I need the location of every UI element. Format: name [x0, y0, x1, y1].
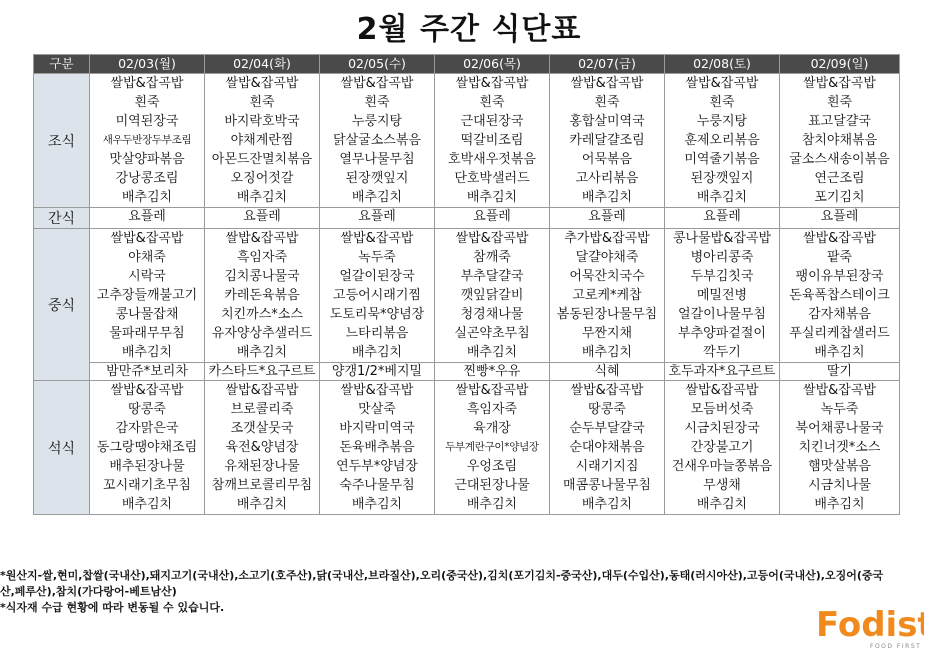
menu-item: 두부계란구이*양념장 [445, 441, 539, 453]
menu-item: 단호박샐러드 [454, 171, 530, 186]
menu-item: 배추김치 [236, 190, 288, 205]
header-date: 02/03(월) [90, 55, 205, 74]
menu-item: 녹두죽 [358, 250, 396, 265]
menu-item: 흰죽 [479, 95, 505, 110]
logo-tagline: FOOD FIRST [870, 643, 922, 650]
menu-item: 땅콩죽 [588, 402, 626, 417]
header-date: 02/08(토) [665, 55, 780, 74]
breakfast-cell [550, 74, 665, 208]
menu-item: 떡갈비조림 [460, 133, 524, 148]
dinner-cell [435, 381, 550, 515]
lunch-cell [780, 229, 900, 363]
menu-item: 모듬버섯죽 [690, 402, 754, 417]
menu-item: 배추김치 [696, 190, 748, 205]
menu-item: 청경채나물 [460, 307, 524, 322]
menu-item: 근대된장국 [460, 114, 524, 129]
menu-item: 병아리콩죽 [690, 250, 754, 265]
menu-item: 배추김치 [351, 497, 403, 512]
menu-item: 쌀밥&잡곡밥 [340, 383, 414, 398]
menu-item: 야채죽 [128, 250, 166, 265]
menu-item: 배추김치 [581, 190, 633, 205]
menu-item: 참깨죽 [473, 250, 511, 265]
menu-item: 흑임자죽 [236, 250, 288, 265]
dinner-cell [205, 381, 320, 515]
menu-item: 달걀야채죽 [575, 250, 639, 265]
menu-item: 순두부달걀국 [569, 421, 645, 436]
menu-item: 쌀밥&잡곡밥 [110, 76, 184, 91]
menu-item: 닭살굴소스볶음 [333, 133, 421, 148]
snack-cell: 요플레 [665, 208, 780, 229]
menu-item: 콩나물밥&잡곡밥 [672, 231, 772, 246]
menu-table [33, 54, 900, 515]
lunch-cell [665, 229, 780, 363]
header-date: 02/05(수) [320, 55, 435, 74]
menu-item: 배추김치 [351, 345, 403, 360]
menu-item: 유채된장나물 [224, 459, 300, 474]
menu-item: 시락국 [128, 269, 166, 284]
lunch-cell [435, 229, 550, 363]
dinner-cell [90, 381, 205, 515]
header-row [34, 55, 900, 74]
breakfast-cell [90, 74, 205, 208]
menu-item: 호박새우젓볶음 [448, 152, 536, 167]
menu-item: 브로콜리죽 [230, 402, 294, 417]
brand-logo [814, 600, 924, 652]
menu-item: 푸실리케찹샐러드 [789, 326, 890, 341]
menu-item: 무짠지채 [581, 326, 633, 341]
menu-item: 쌀밥&잡곡밥 [685, 76, 759, 91]
menu-item: 오징어젓갈 [230, 171, 294, 186]
menu-item: 누룽지탕 [696, 114, 748, 129]
menu-item: 배추된장나물 [109, 459, 185, 474]
snack-row [34, 208, 900, 229]
note-line: *원산지-쌀,현미,찹쌀(국내산),돼지고기(국내산),소고기(호주산),닭(국내산,브라질산),오리(중국산),김치(포기김치-중국산),대두(수입산),동태(러시아산),고등어(국내산),오징어(중국 [0, 569, 884, 582]
menu-item: 미역줄기볶음 [684, 152, 760, 167]
snack-cell: 밤만쥬*보리차 [90, 363, 205, 381]
menu-item: 된장깻잎지 [690, 171, 754, 186]
menu-item: 배추김치 [581, 497, 633, 512]
menu-item: 배추김치 [696, 497, 748, 512]
logo-wordmark: Fodist [816, 605, 924, 645]
breakfast-cell [435, 74, 550, 208]
menu-item: 쌀밥&잡곡밥 [225, 76, 299, 91]
menu-item: 강낭콩조림 [115, 171, 179, 186]
menu-item: 쌀밥&잡곡밥 [803, 383, 876, 398]
menu-item: 돈육폭찹스테이크 [789, 288, 890, 303]
menu-item: 시금치나물 [808, 478, 871, 493]
lunch-cell [550, 229, 665, 363]
menu-item: 육전&양념장 [225, 440, 299, 455]
menu-item: 흰죽 [826, 95, 853, 110]
menu-item: 근대된장나물 [454, 478, 530, 493]
snack-cell: 요플레 [205, 208, 320, 229]
snack-cell: 카스타드*요구르트 [205, 363, 320, 381]
menu-item: 아몬드잔멸치볶음 [211, 152, 313, 167]
header-date: 02/09(일) [780, 55, 900, 74]
meal-label-dinner: 석식 [34, 381, 90, 515]
snack-cell: 딸기 [780, 363, 900, 381]
menu-item: 팽이유부된장국 [795, 269, 884, 284]
menu-item: 흰죽 [364, 95, 390, 110]
menu-item: 배추김치 [121, 190, 173, 205]
menu-item: 야채계란찜 [230, 133, 294, 148]
lunch-cell [205, 229, 320, 363]
menu-item: 쌀밥&잡곡밥 [225, 231, 299, 246]
menu-item: 꼬시래기초무침 [103, 478, 191, 493]
menu-item: 누룽지탕 [351, 114, 403, 129]
fodist-logo-graphic [814, 600, 924, 652]
menu-item: 배추김치 [121, 345, 173, 360]
menu-item: 어묵볶음 [581, 152, 633, 167]
menu-item: 배추김치 [814, 345, 865, 360]
menu-item: 쌀밥&잡곡밥 [455, 383, 529, 398]
menu-item: 추가밥&잡곡밥 [564, 231, 650, 246]
menu-item: 시래기지짐 [575, 459, 639, 474]
menu-item: 배추김치 [814, 497, 865, 512]
menu-item: 느타리볶음 [345, 326, 409, 341]
menu-item: 쌀밥&잡곡밥 [570, 76, 644, 91]
snack-cell: 식혜 [550, 363, 665, 381]
menu-item: 홍합살미역국 [569, 114, 645, 129]
menu-item: 굴소스새송이볶음 [789, 152, 890, 167]
menu-item: 고로케*케찹 [572, 288, 642, 303]
menu-item: 김치콩나물국 [224, 269, 300, 284]
note-line: *식자재 수급 현황에 따라 변동될 수 있습니다. [0, 601, 225, 614]
breakfast-cell [665, 74, 780, 208]
menu-item: 배추김치 [466, 497, 518, 512]
dinner-cell [550, 381, 665, 515]
menu-item: 배추김치 [351, 190, 403, 205]
menu-item: 치킨너겟*소스 [798, 440, 881, 455]
menu-item: 맛살양파볶음 [109, 152, 185, 167]
afternoon-snack-row [34, 363, 900, 381]
menu-item: 된장깻잎지 [345, 171, 409, 186]
page-title: 2월 주간 식단표 [356, 12, 582, 47]
snack-cell: 찐빵*우유 [435, 363, 550, 381]
menu-item: 표고달걀국 [808, 114, 871, 129]
menu-item: 훈제오리볶음 [684, 133, 760, 148]
breakfast-cell [320, 74, 435, 208]
menu-item: 연두부*양념장 [336, 459, 418, 474]
note-line: 산,페루산),참치(가다랑어-베트남산) [0, 585, 177, 598]
menu-item: 어묵잔치국수 [569, 269, 645, 284]
meal-label-snack: 간식 [34, 208, 90, 229]
menu-item: 쌀밥&잡곡밥 [110, 231, 184, 246]
breakfast-cell [780, 74, 900, 208]
menu-item: 부추달걀국 [460, 269, 524, 284]
menu-item: 흰죽 [134, 95, 160, 110]
menu-item: 햄맛살볶음 [808, 459, 871, 474]
menu-item: 배추김치 [466, 190, 518, 205]
menu-item: 감자맑은국 [115, 421, 179, 436]
menu-item: 동그랑땡야채조림 [96, 440, 198, 455]
notes [0, 568, 900, 616]
breakfast-row [34, 74, 900, 208]
menu-item: 쌀밥&잡곡밥 [110, 383, 184, 398]
menu-item: 조갯살뭇국 [230, 421, 294, 436]
menu-item: 두부김칫국 [690, 269, 754, 284]
meal-label-breakfast: 조식 [34, 74, 90, 208]
menu-item: 쌀밥&잡곡밥 [803, 231, 876, 246]
menu-item: 얼갈이된장국 [339, 269, 415, 284]
menu-item: 육개장 [473, 421, 511, 436]
menu-item: 미역된장국 [115, 114, 179, 129]
menu-item: 얼갈이나물무침 [678, 307, 766, 322]
lunch-row [34, 229, 900, 363]
menu-item: 배추김치 [581, 345, 633, 360]
dinner-cell [665, 381, 780, 515]
menu-item: 팥죽 [826, 250, 853, 265]
menu-item: 치킨까스*소스 [221, 307, 303, 322]
menu-item: 깍두기 [703, 345, 741, 360]
lunch-cell [90, 229, 205, 363]
menu-item: 깻잎닭갈비 [460, 288, 524, 303]
menu-item: 바지락미역국 [339, 421, 415, 436]
menu-item: 참깨브로콜리무침 [211, 478, 313, 493]
menu-item: 열무나물무침 [339, 152, 415, 167]
menu-item: 도토리묵*양념장 [329, 307, 425, 322]
menu-item: 감자채볶음 [808, 307, 871, 322]
menu-item: 돈육배추볶음 [339, 440, 415, 455]
menu-item: 순대야채볶음 [569, 440, 645, 455]
menu-item: 쌀밥&잡곡밥 [803, 76, 876, 91]
dinner-cell [780, 381, 900, 515]
menu-item: 배추김치 [121, 497, 173, 512]
menu-item: 고등어시래기찜 [333, 288, 421, 303]
menu-item: 건새우마늘쫑볶음 [671, 459, 773, 474]
menu-item: 메밀전병 [696, 288, 748, 303]
dinner-row [34, 381, 900, 515]
menu-item: 고추장들깨불고기 [96, 288, 198, 303]
menu-item: 간장불고기 [690, 440, 754, 455]
menu-item: 쌀밥&잡곡밥 [685, 383, 759, 398]
menu-item: 쌀밥&잡곡밥 [570, 383, 644, 398]
menu-item: 연근조림 [814, 171, 865, 186]
menu-item: 카레돈육볶음 [224, 288, 300, 303]
snack-cell: 요플레 [320, 208, 435, 229]
menu-item: 물파래무무침 [109, 326, 185, 341]
menu-item: 흰죽 [249, 95, 275, 110]
snack-cell: 요플레 [435, 208, 550, 229]
menu-item: 매콤콩나물무침 [563, 478, 651, 493]
menu-item: 부추양파겉절이 [678, 326, 766, 341]
snack-cell: 요플레 [90, 208, 205, 229]
header-date: 02/06(목) [435, 55, 550, 74]
snack-cell: 양갱1/2*베지밀 [320, 363, 435, 381]
lunch-cell [320, 229, 435, 363]
menu-item: 배추김치 [236, 345, 288, 360]
menu-item: 쌀밥&잡곡밥 [340, 231, 414, 246]
menu-item: 고사리볶음 [575, 171, 639, 186]
header-date: 02/04(화) [205, 55, 320, 74]
menu-item: 참치야채볶음 [801, 133, 878, 148]
dinner-cell [320, 381, 435, 515]
meal-label-lunch: 중식 [34, 229, 90, 381]
menu-item: 배추김치 [466, 345, 518, 360]
menu-item: 흰죽 [709, 95, 735, 110]
menu-item: 무생채 [703, 478, 741, 493]
header-category: 구분 [34, 55, 90, 74]
menu-item: 녹두죽 [820, 402, 859, 417]
menu-item: 봄동된장나물무침 [556, 307, 658, 322]
menu-item: 실곤약초무침 [454, 326, 530, 341]
menu-item: 쌀밥&잡곡밥 [455, 231, 529, 246]
menu-item: 유자양상추샐러드 [211, 326, 313, 341]
snack-cell: 호두과자*요구르트 [665, 363, 780, 381]
menu-item: 북어채콩나물국 [795, 421, 884, 436]
menu-item: 흰죽 [594, 95, 620, 110]
header-date: 02/07(금) [550, 55, 665, 74]
menu-item: 카레달걀조림 [569, 133, 645, 148]
breakfast-cell [205, 74, 320, 208]
snack-cell: 요플레 [550, 208, 665, 229]
menu-item: 포기김치 [814, 190, 865, 205]
menu-item: 쌀밥&잡곡밥 [225, 383, 299, 398]
menu-item: 배추김치 [236, 497, 288, 512]
menu-item: 맛살죽 [358, 402, 396, 417]
menu-item: 쌀밥&잡곡밥 [340, 76, 414, 91]
menu-item: 흑임자죽 [466, 402, 518, 417]
menu-item: 새우두반장두부조림 [102, 134, 192, 146]
menu-item: 쌀밥&잡곡밥 [455, 76, 529, 91]
menu-item: 숙주나물무침 [339, 478, 415, 493]
menu-item: 시금치된장국 [684, 421, 760, 436]
menu-item: 땅콩죽 [128, 402, 166, 417]
menu-item: 콩나물잡채 [115, 307, 179, 322]
menu-item: 우엉조림 [466, 459, 518, 474]
snack-cell: 요플레 [780, 208, 900, 229]
menu-item: 바지락호박국 [224, 114, 300, 129]
